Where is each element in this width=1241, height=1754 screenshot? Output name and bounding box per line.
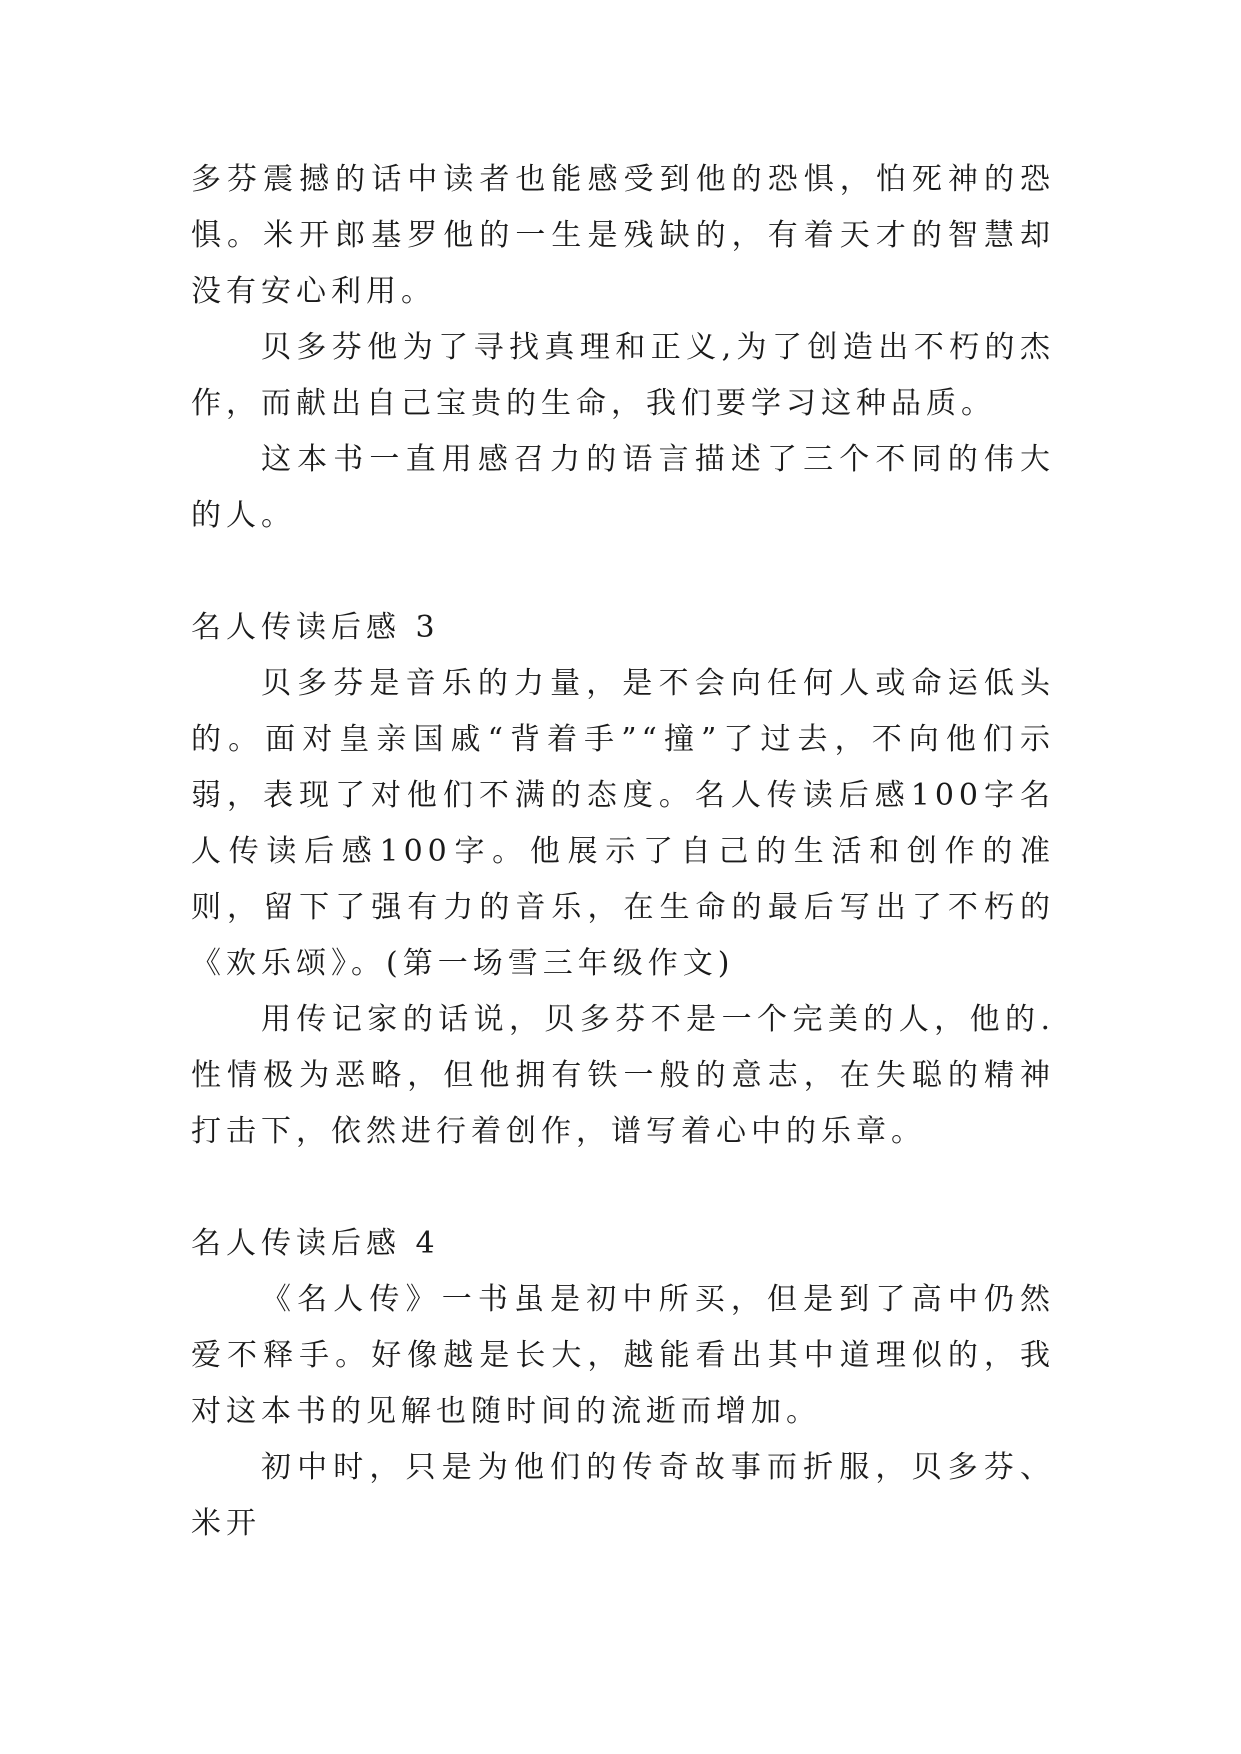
paragraph-beethoven-truth: 贝多芬他为了寻找真理和正义,为了创造出不朽的杰作，而献出自己宝贵的生命，我们要学习这种品质。 <box>191 330 1055 421</box>
paragraph-junior-high: 初中时，只是为他们的传奇故事而折服，贝多芬、米开 <box>191 1450 1055 1541</box>
paragraph-biographer-quote: 用传记家的话说，贝多芬不是一个完美的人，他的.性情极为恶略，但他拥有铁一般的意志，在失聪的精神打击下，依然进行着创作，谱写着心中的乐章。 <box>191 1002 1055 1149</box>
document-body <box>191 152 1055 1552</box>
paragraph-book-summary: 这本书一直用感召力的语言描述了三个不同的伟大的人。 <box>191 442 1055 533</box>
section-spacer <box>191 544 1055 600</box>
paragraph-beethoven-power: 贝多芬是音乐的力量，是不会向任何人或命运低头的。面对皇亲国戚“背着手”“撞”了过去，不向他们示弱，表现了对他们不满的态度。名人传读后感100字名人传读后感100字。他展示了自己的生活和创作的准则，留下了强有力的音乐，在生命的最后写出了不朽的《欢乐颂》。(第一场雪三年级作文) <box>191 666 1055 981</box>
section-heading-3: 名人传读后感 3 <box>191 610 440 645</box>
paragraph-continuation: 多芬震撼的话中读者也能感受到他的恐惧，怕死神的恐惧。米开郎基罗他的一生是残缺的，有着天才的智慧却没有安心利用。 <box>191 162 1055 309</box>
paragraph-book-bought: 《名人传》一书虽是初中所买，但是到了高中仍然爱不释手。好像越是长大，越能看出其中道理似的，我对这本书的见解也随时间的流逝而增加。 <box>191 1282 1055 1429</box>
section-heading-4: 名人传读后感 4 <box>191 1226 440 1261</box>
section-spacer <box>191 1160 1055 1216</box>
